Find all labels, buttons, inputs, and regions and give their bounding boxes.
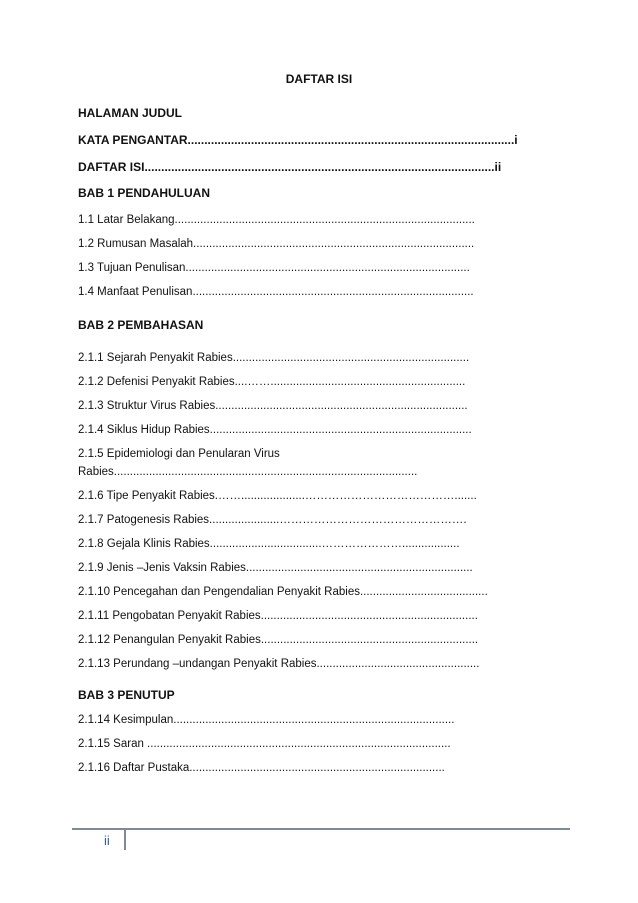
- toc-entry: Rabies...............................................................................................: [78, 466, 418, 478]
- toc-entry: 2.1.7 Patogenesis Rabies......................………………………………………….: [78, 514, 467, 526]
- toc-entry: 2.1.13 Perundang –undangan Penyakit Rabies...................................................: [78, 658, 480, 670]
- toc-heading: BAB 3 PENUTUP: [78, 688, 175, 702]
- toc-entry: 2.1.16 Daftar Pustaka................................................................................: [78, 762, 445, 774]
- toc-entry: 2.1.2 Defenisi Penyakit Rabies....…….............................................................: [78, 376, 466, 388]
- toc-heading: HALAMAN JUDUL: [78, 106, 182, 120]
- toc-entry: 2.1.9 Jenis –Jenis Vaksin Rabies.......................................................................: [78, 562, 473, 574]
- toc-entry: 1.1 Latar Belakang..............................................................................................: [78, 214, 475, 226]
- toc-entry: 2.1.15 Saran ...............................................................................................: [78, 738, 451, 750]
- footer-vertical-bar: [124, 828, 126, 850]
- toc-entry: 1.3 Tujuan Penulisan.........................................................................................: [78, 262, 470, 274]
- toc-entry: 2.1.10 Pencegahan dan Pengendalian Penyakit Rabies........................................: [78, 586, 488, 598]
- toc-heading: KATA PENGANTAR..................................................................................................i: [78, 133, 518, 147]
- page-title: DAFTAR ISI: [285, 72, 353, 86]
- toc-entry: 2.1.11 Pengobatan Penyakit Rabies....................................................................: [78, 610, 478, 622]
- toc-entry: 2.1.1 Sejarah Penyakit Rabies..........................................................................: [78, 352, 470, 364]
- toc-entry: 2.1.5 Epidemiologi dan Penularan Virus: [78, 448, 280, 460]
- toc-entry: 1.4 Manfaat Penulisan........................................................................................: [78, 286, 474, 298]
- toc-heading: DAFTAR ISI.........................................................................................................ii: [78, 160, 502, 174]
- toc-entry: 2.1.14 Kesimpulan........................................................................................: [78, 714, 455, 726]
- toc-entry: 2.1.6 Tipe Penyakit Rabies.……....................………………………………….......: [78, 490, 477, 502]
- page-number: ii: [104, 833, 110, 848]
- toc-entry: 2.1.8 Gejala Klinis Rabies...................................…………………..................: [78, 538, 460, 550]
- toc-entry: 2.1.3 Struktur Virus Rabies...............................................................................: [78, 400, 468, 412]
- toc-heading: BAB 1 PENDAHULUAN: [78, 186, 211, 200]
- toc-entry: 1.2 Rumusan Masalah........................................................................................: [78, 238, 475, 250]
- toc-entry: 2.1.12 Penangulan Penyakit Rabies....................................................................: [78, 634, 479, 646]
- toc-entry: 2.1.4 Siklus Hidup Rabies..................................................................................: [78, 424, 472, 436]
- footer-divider: [72, 828, 570, 830]
- toc-heading: BAB 2 PEMBAHASAN: [78, 318, 204, 332]
